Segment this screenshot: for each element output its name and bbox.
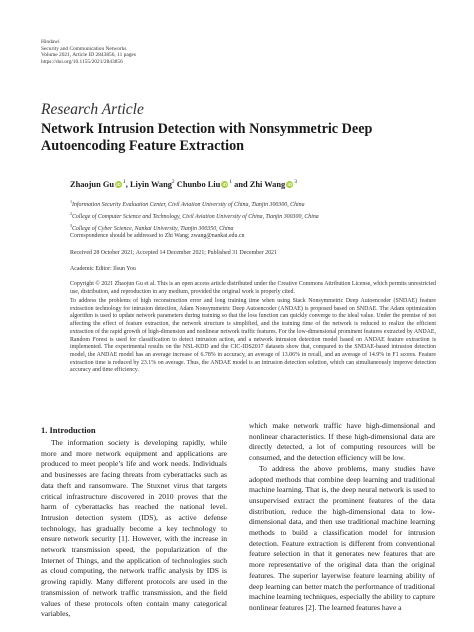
author-and: and <box>234 179 248 189</box>
publisher-name: Hindawi <box>41 39 60 45</box>
author-name: Zhaojun Gu <box>70 179 114 189</box>
affiliation-item: $^2$College of Computer Science and Technology, Civil Aviation University of China, Tianjin 300300, China <box>70 210 319 220</box>
author-list: Zhaojun Gu iD $^1$, Liyin Wang$^2$ Chunbo Liu iD $^1$ and Zhi Wang iD $^3$ <box>70 179 297 189</box>
body-paragraph: The information society is developing rapidly, while more and more network equipment and applications are produced to meet people’s life and work needs. Individuals and businesses are facing threats from cyberattacks such as data theft and ransomware. The Stuxnet virus that targets critical infrastructure discovered in 2010 proves that the harm of cyberattacks has reached the national level. Intrusion detection system (IDS), as active defense technology, has gradually become a key technology to ensure network security [1]. However, with the increase in network transmission speed, the popularization of the Internet of Things, and the application of technologies such as cloud computing, the network traffic analysis by IDS is growing rapidly. Many different protocols are used in the transmission of network traffic transmission, and the field values of these protocols often contain many categorical variables, <box>41 438 227 619</box>
academic-editor: Academic Editor: Ilsun You <box>70 266 136 272</box>
column-left <box>41 438 227 620</box>
correspondence: Correspondence should be addressed to Zhi Wang; zwang@nankai.edu.cn <box>70 233 245 239</box>
orcid-icon[interactable]: iD <box>287 181 292 187</box>
author-name: Zhi Wang <box>249 179 286 189</box>
volume-info: Volume 2021, Article ID 2843856, 11 pages <box>41 52 136 59</box>
body-paragraph: To address the above problems, many studies have adopted methods that combine deep learning and traditional machine learning. That is, the deep neural network is used to unsupervised extract the prominent features of the data distribution, reduce the high-dimensional data to low-dimensional data, and then use traditional machine learning methods to build a classification model for intrusion detection. Feature extraction is different from conventional feature selection in that it generates new features that are more representative of the original data than the original features. The superior layerwise feature learning ability of deep learning can better match the performance of traditional machine learning techniques, especially the ability to capture nonlinear features [2]. The learned features have a <box>249 463 435 612</box>
author-affiliation-mark: 1 <box>123 179 126 185</box>
doi-link[interactable]: https://doi.org/10.1155/2021/2843856 <box>41 58 123 65</box>
publication-dates: Received 28 October 2021; Accepted 14 December 2021; Published 31 December 2021 <box>70 250 277 256</box>
copyright-notice: Copyright © 2021 Zhaojun Gu et al. This is an open access article distributed under the Creative Commons Attribution License, which permits unrestricted use, distribution, and reproduction in any medium, provided the original work is properly cited. <box>70 281 436 295</box>
affiliations <box>70 198 319 233</box>
affiliation-item: $^3$College of Cyber Science, Nankai University, Tianjin 300350, China <box>70 222 234 232</box>
author-name: Liyin Wang <box>129 179 172 189</box>
author-affiliation-mark: 1 <box>229 179 233 185</box>
orcid-icon[interactable]: iD <box>222 181 228 187</box>
section-heading-introduction: 1. Introduction <box>41 425 96 435</box>
journal-header <box>41 39 136 65</box>
journal-name: Security and Communication Networks <box>41 45 127 52</box>
column-right <box>249 421 435 614</box>
author-affiliation-mark: 3 <box>294 179 297 185</box>
body-paragraph: which make network traffic have high-dimensional and nonlinear characteristics. If these high-dimensional data are directly detected, a lot of computing resources will be consumed, and the detection efficiency will be low. <box>249 421 435 463</box>
abstract: To address the problems of high reconstruction error and long training time when using Stack Nonsymmetric Deep Autoencoder (SNDAE) feature extraction technology for intrusion detection, Adam Nonsymmetric Deep Autoencoder (ANDAE) is proposed based on SNDAE. The Adam optimization algorithm is used to update network parameters during training so that the loss function can quickly converge to the ideal value. Under the premise of not affecting the effect of feature extraction, the network structure is simplified, and the training time of the network is reduced to realize the efficient extraction of the rapid growth of high-dimension and nonlinear network traffic features. For the low-dimensional prominent features extracted by ANDAE, Random Forest is used for classification to detect intrusion action, and a network intrusion detection model based on ANDAE feature extraction is implemented. The experimental results on the NSL-KDD and the CIC-IDS2017 datasets show that, compared to the SNDAE-based intrusion detection model, the ANDAE model has an average increase of 6.78% in accuracy, an average of 13.06% in recall, and an average of 14.9% in F1 scores. Feature extraction time is reduced by 23.1% on average. Thus, the ANDAE model is an intrusion detection solution, which can simultaneously improve detection accuracy and time efficiency. <box>70 298 436 374</box>
author-affiliation-mark: 2 <box>171 179 175 185</box>
author-name: Chunbo Liu <box>176 179 221 189</box>
article-type: Research Article <box>41 101 144 118</box>
orcid-icon[interactable]: iD <box>116 181 121 187</box>
affiliation-item: $^1$Information Security Evaluation Center, Civil Aviation University of China, Tianjin 300300, China <box>70 199 305 208</box>
paper-title: Network Intrusion Detection with Nonsymmetric Deep Autoencoding Feature Extraction <box>41 121 373 154</box>
